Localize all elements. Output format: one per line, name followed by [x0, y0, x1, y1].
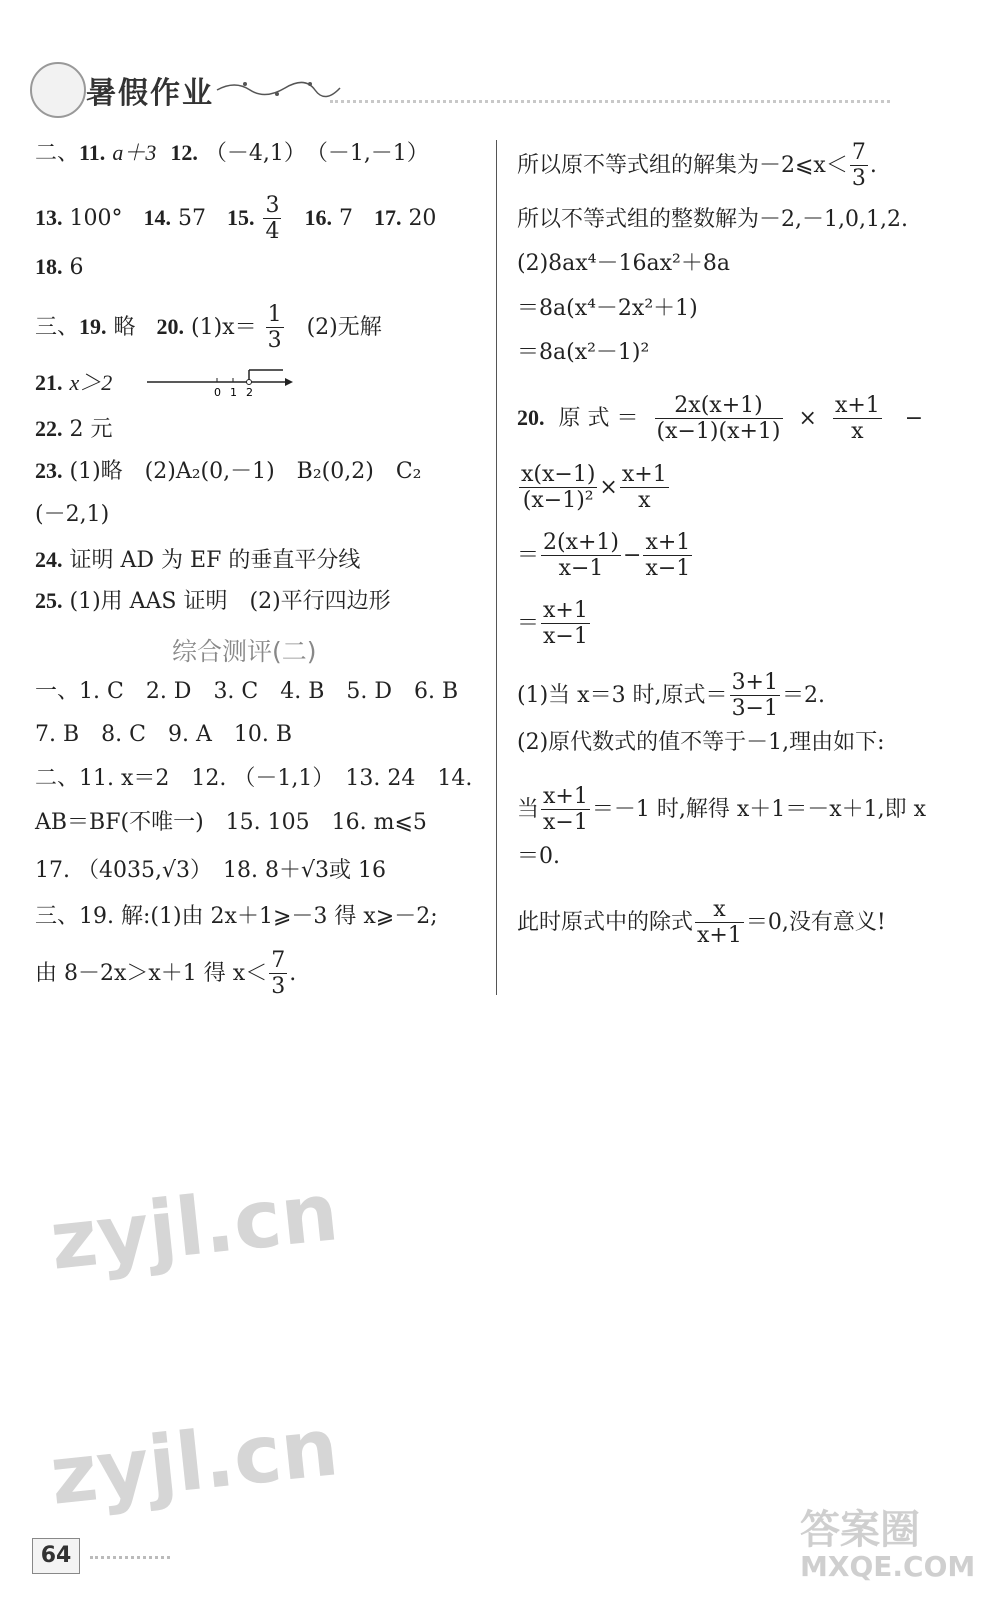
- watermark-text: zyjl.cn: [45, 1165, 343, 1288]
- answer-line: 当 $\frac{x+1}{x-1}$ ＝－1 时,解得 x＋1＝－x＋1,即 x: [517, 784, 927, 836]
- answer-line: ＝ $\frac{x+1}{x-1}$: [517, 598, 588, 650]
- header-title: 暑假作业: [86, 76, 214, 111]
- answer-line: ＝ $\frac{2(x+1)}{x-1}$ − $\frac{x+1}{x-1}$: [517, 530, 691, 582]
- answer-line: 21. x＞2: [35, 370, 113, 395]
- answer-line: $\frac{x(x-1)}{\text{(x−1)²}}$ × $\frac{x+1}{x}$: [521, 462, 667, 514]
- answer-line: 18. 6: [35, 254, 84, 280]
- number-line-diagram: [145, 364, 295, 400]
- fraction: $\frac{x+1}{x}$: [621, 462, 667, 514]
- answer-line: 25. (1)用 AAS 证明 (2)平行四边形: [35, 588, 391, 614]
- answer-line: (2)8ax⁴－16ax²＋8a: [517, 251, 730, 276]
- fraction: $\frac{x+1}{x-1}$: [543, 784, 588, 836]
- fraction: $\frac{1}{3}$: [267, 302, 282, 354]
- fraction: $\frac{2x(x+1)}{(x-1)(x+1)}$: [656, 393, 781, 445]
- fraction: $\frac{7}{3}$: [851, 140, 866, 192]
- answer-line: (2)原代数式的值不等于－1,理由如下:: [517, 730, 885, 755]
- answer-line: 此时原式中的除式 $\frac{x}{x+1}$ ＝0,没有意义!: [517, 897, 886, 949]
- header-dotted-rule: [330, 100, 890, 103]
- watermark-text: zyjl.cn: [45, 1400, 343, 1523]
- answer-line: 二、11. x＝2 12. （－1,1） 13. 24 14.: [35, 766, 473, 791]
- answer-line: 23. (1)略 (2)A₂(0,－1) B₂(0,2) C₂: [35, 458, 422, 484]
- answer-line: 7. B 8. C 9. A 10. B: [35, 722, 292, 747]
- answer-line: 13. 100° 14. 57 15. $\frac{3}{4}$ 16. 7 17. 20: [35, 193, 437, 245]
- answer-line: (－2,1): [35, 502, 110, 527]
- fraction: $\frac{x+1}{x}$: [834, 393, 880, 445]
- answer-line: ＝0.: [517, 844, 560, 869]
- fraction: $\frac{2(x+1)}{x-1}$: [543, 530, 620, 582]
- axis-tick: 2: [246, 386, 253, 399]
- watermark-logo: 答案圈: [800, 1507, 920, 1553]
- fraction: $\frac{3}{4}$: [265, 193, 280, 245]
- page-number-box: [32, 1538, 80, 1574]
- answer-line: ＝8a(x⁴－2x²＋1): [517, 296, 698, 321]
- answer-line: 22. 2 元: [35, 416, 113, 442]
- answer-line: 所以原不等式组的解集为－2⩽x＜ $\frac{7}{3}$ .: [517, 140, 877, 192]
- answer-line: 由 8－2x＞x＋1 得 x＜ $\frac{7}{3}$ .: [35, 948, 297, 1000]
- axis-tick: 0: [214, 386, 221, 399]
- column-divider: [496, 140, 497, 995]
- answer-line: 三、19. 略 20. (1)x＝ $\frac{1}{3}$ (2)无解: [35, 302, 382, 354]
- fraction: $\frac{x+1}{x-1}$: [645, 530, 691, 582]
- section-title: 综合测评(二): [172, 637, 317, 666]
- answer-line: (1)当 x＝3 时,原式＝ $\frac{3+1}{3-1}$ ＝2.: [517, 670, 825, 722]
- fraction: $\frac{3+1}{3-1}$: [731, 670, 778, 722]
- answer-line: 20. 原 式 ＝ $\frac{2x(x+1)}{(x-1)(x+1)}$ × $\frac{x+1}{x}$ −: [517, 393, 924, 445]
- answer-line: 二、11. a＋3 12. （－4,1） （－1,－1）: [35, 140, 429, 166]
- page-number: 64: [40, 1543, 72, 1568]
- fraction: $\frac{x(x-1)}{\text{(x−1)²}}$: [521, 462, 596, 514]
- axis-tick: 1: [230, 386, 237, 399]
- header-vine-decoration: [215, 76, 345, 100]
- fraction: $\frac{x}{x+1}$: [697, 897, 742, 949]
- answer-line: ＝8a(x²－1)²: [517, 340, 650, 365]
- watermark-url: MXQE.COM: [800, 1550, 976, 1583]
- footer-dots-decoration: [90, 1556, 170, 1559]
- answer-line: 三、19. 解:(1)由 2x＋1⩾－3 得 x⩾－2;: [35, 904, 438, 929]
- answer-line: 一、1. C 2. D 3. C 4. B 5. D 6. B: [35, 679, 459, 704]
- answer-line: AB＝BF(不唯一) 15. 105 16. m⩽5: [35, 810, 427, 835]
- fraction: $\frac{7}{3}$: [271, 948, 286, 1000]
- answer-line: 24. 证明 AD 为 EF 的垂直平分线: [35, 547, 361, 573]
- answer-line: 所以不等式组的整数解为－2,－1,0,1,2.: [517, 207, 908, 232]
- header-mascot-icon: [30, 62, 86, 118]
- fraction: $\frac{x+1}{x-1}$: [543, 598, 588, 650]
- answer-line: 17. （4035,√3） 18. 8＋√3或 16: [35, 858, 386, 883]
